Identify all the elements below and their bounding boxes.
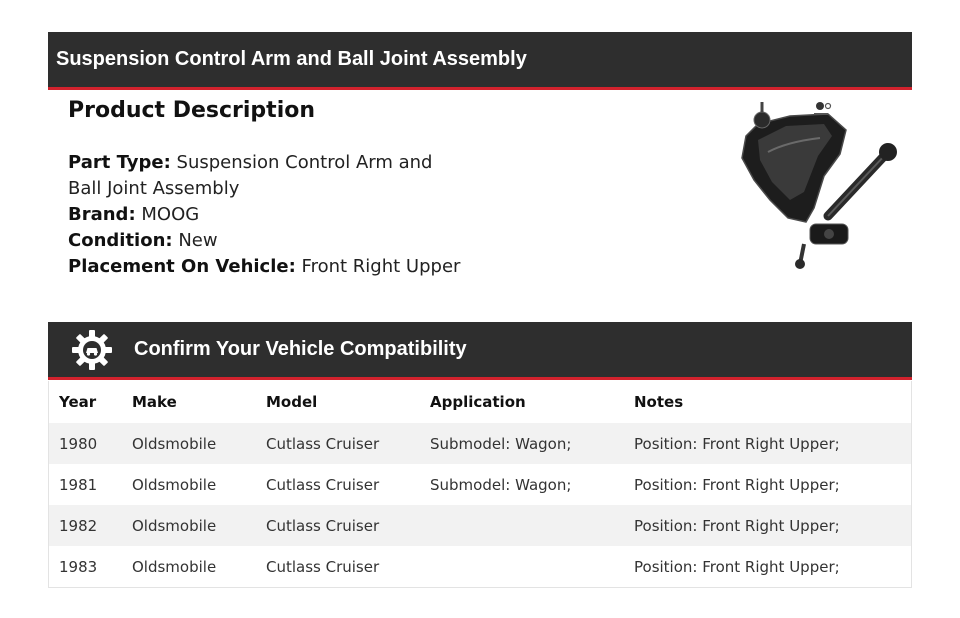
cell-model: Cutlass Cruiser — [266, 475, 380, 494]
cell-year: 1983 — [59, 557, 98, 576]
spec-condition — [68, 228, 628, 254]
spec-label: Condition: — [68, 230, 173, 251]
cell-make: Oldsmobile — [132, 434, 217, 453]
column-header-notes: Notes — [634, 393, 684, 411]
cell-notes: Position: Front Right Upper; — [634, 516, 840, 535]
column-header-model: Model — [266, 393, 318, 411]
spec-value: New — [178, 230, 218, 251]
cell-model: Cutlass Cruiser — [266, 434, 380, 453]
cell-make: Oldsmobile — [132, 557, 217, 576]
compatibility-header — [48, 322, 912, 380]
cell-model: Cutlass Cruiser — [266, 516, 380, 535]
cell-year: 1981 — [59, 475, 98, 494]
gear-car-icon — [70, 328, 114, 372]
cell-model: Cutlass Cruiser — [266, 557, 380, 576]
spec-value: Front Right Upper — [301, 256, 461, 277]
product-description — [68, 96, 628, 280]
product-title-bar — [48, 32, 912, 90]
cell-year: 1980 — [59, 434, 98, 453]
product-title: Suspension Control Arm and Ball Joint Assembly — [56, 48, 527, 70]
column-header-year: Year — [59, 393, 97, 411]
cell-notes: Position: Front Right Upper; — [634, 557, 840, 576]
column-header-make: Make — [132, 393, 177, 411]
table-row — [49, 464, 911, 505]
compatibility-title: Confirm Your Vehicle Compatibility — [134, 338, 467, 360]
cell-year: 1982 — [59, 516, 98, 535]
compatibility-table — [48, 381, 912, 588]
cell-notes: Position: Front Right Upper; — [634, 434, 840, 453]
spec-label: Brand: — [68, 204, 136, 225]
spec-label: Part Type: — [68, 152, 171, 173]
table-header-row — [49, 381, 911, 423]
product-image — [728, 96, 908, 276]
spec-value: MOOG — [141, 204, 200, 225]
table-row — [49, 505, 911, 546]
spec-part-type — [68, 150, 448, 202]
column-header-application: Application — [430, 393, 526, 411]
cell-make: Oldsmobile — [132, 475, 217, 494]
spec-brand — [68, 202, 628, 228]
cell-make: Oldsmobile — [132, 516, 217, 535]
cell-application: Submodel: Wagon; — [430, 475, 572, 494]
description-heading: Product Description — [68, 98, 316, 123]
spec-value: Suspension Control Arm and Ball Joint Assembly — [68, 152, 433, 199]
table-row — [49, 546, 911, 587]
table-row — [49, 423, 911, 464]
cell-application: Submodel: Wagon; — [430, 434, 572, 453]
spec-placement — [68, 254, 628, 280]
spec-label: Placement On Vehicle: — [68, 256, 296, 277]
cell-notes: Position: Front Right Upper; — [634, 475, 840, 494]
